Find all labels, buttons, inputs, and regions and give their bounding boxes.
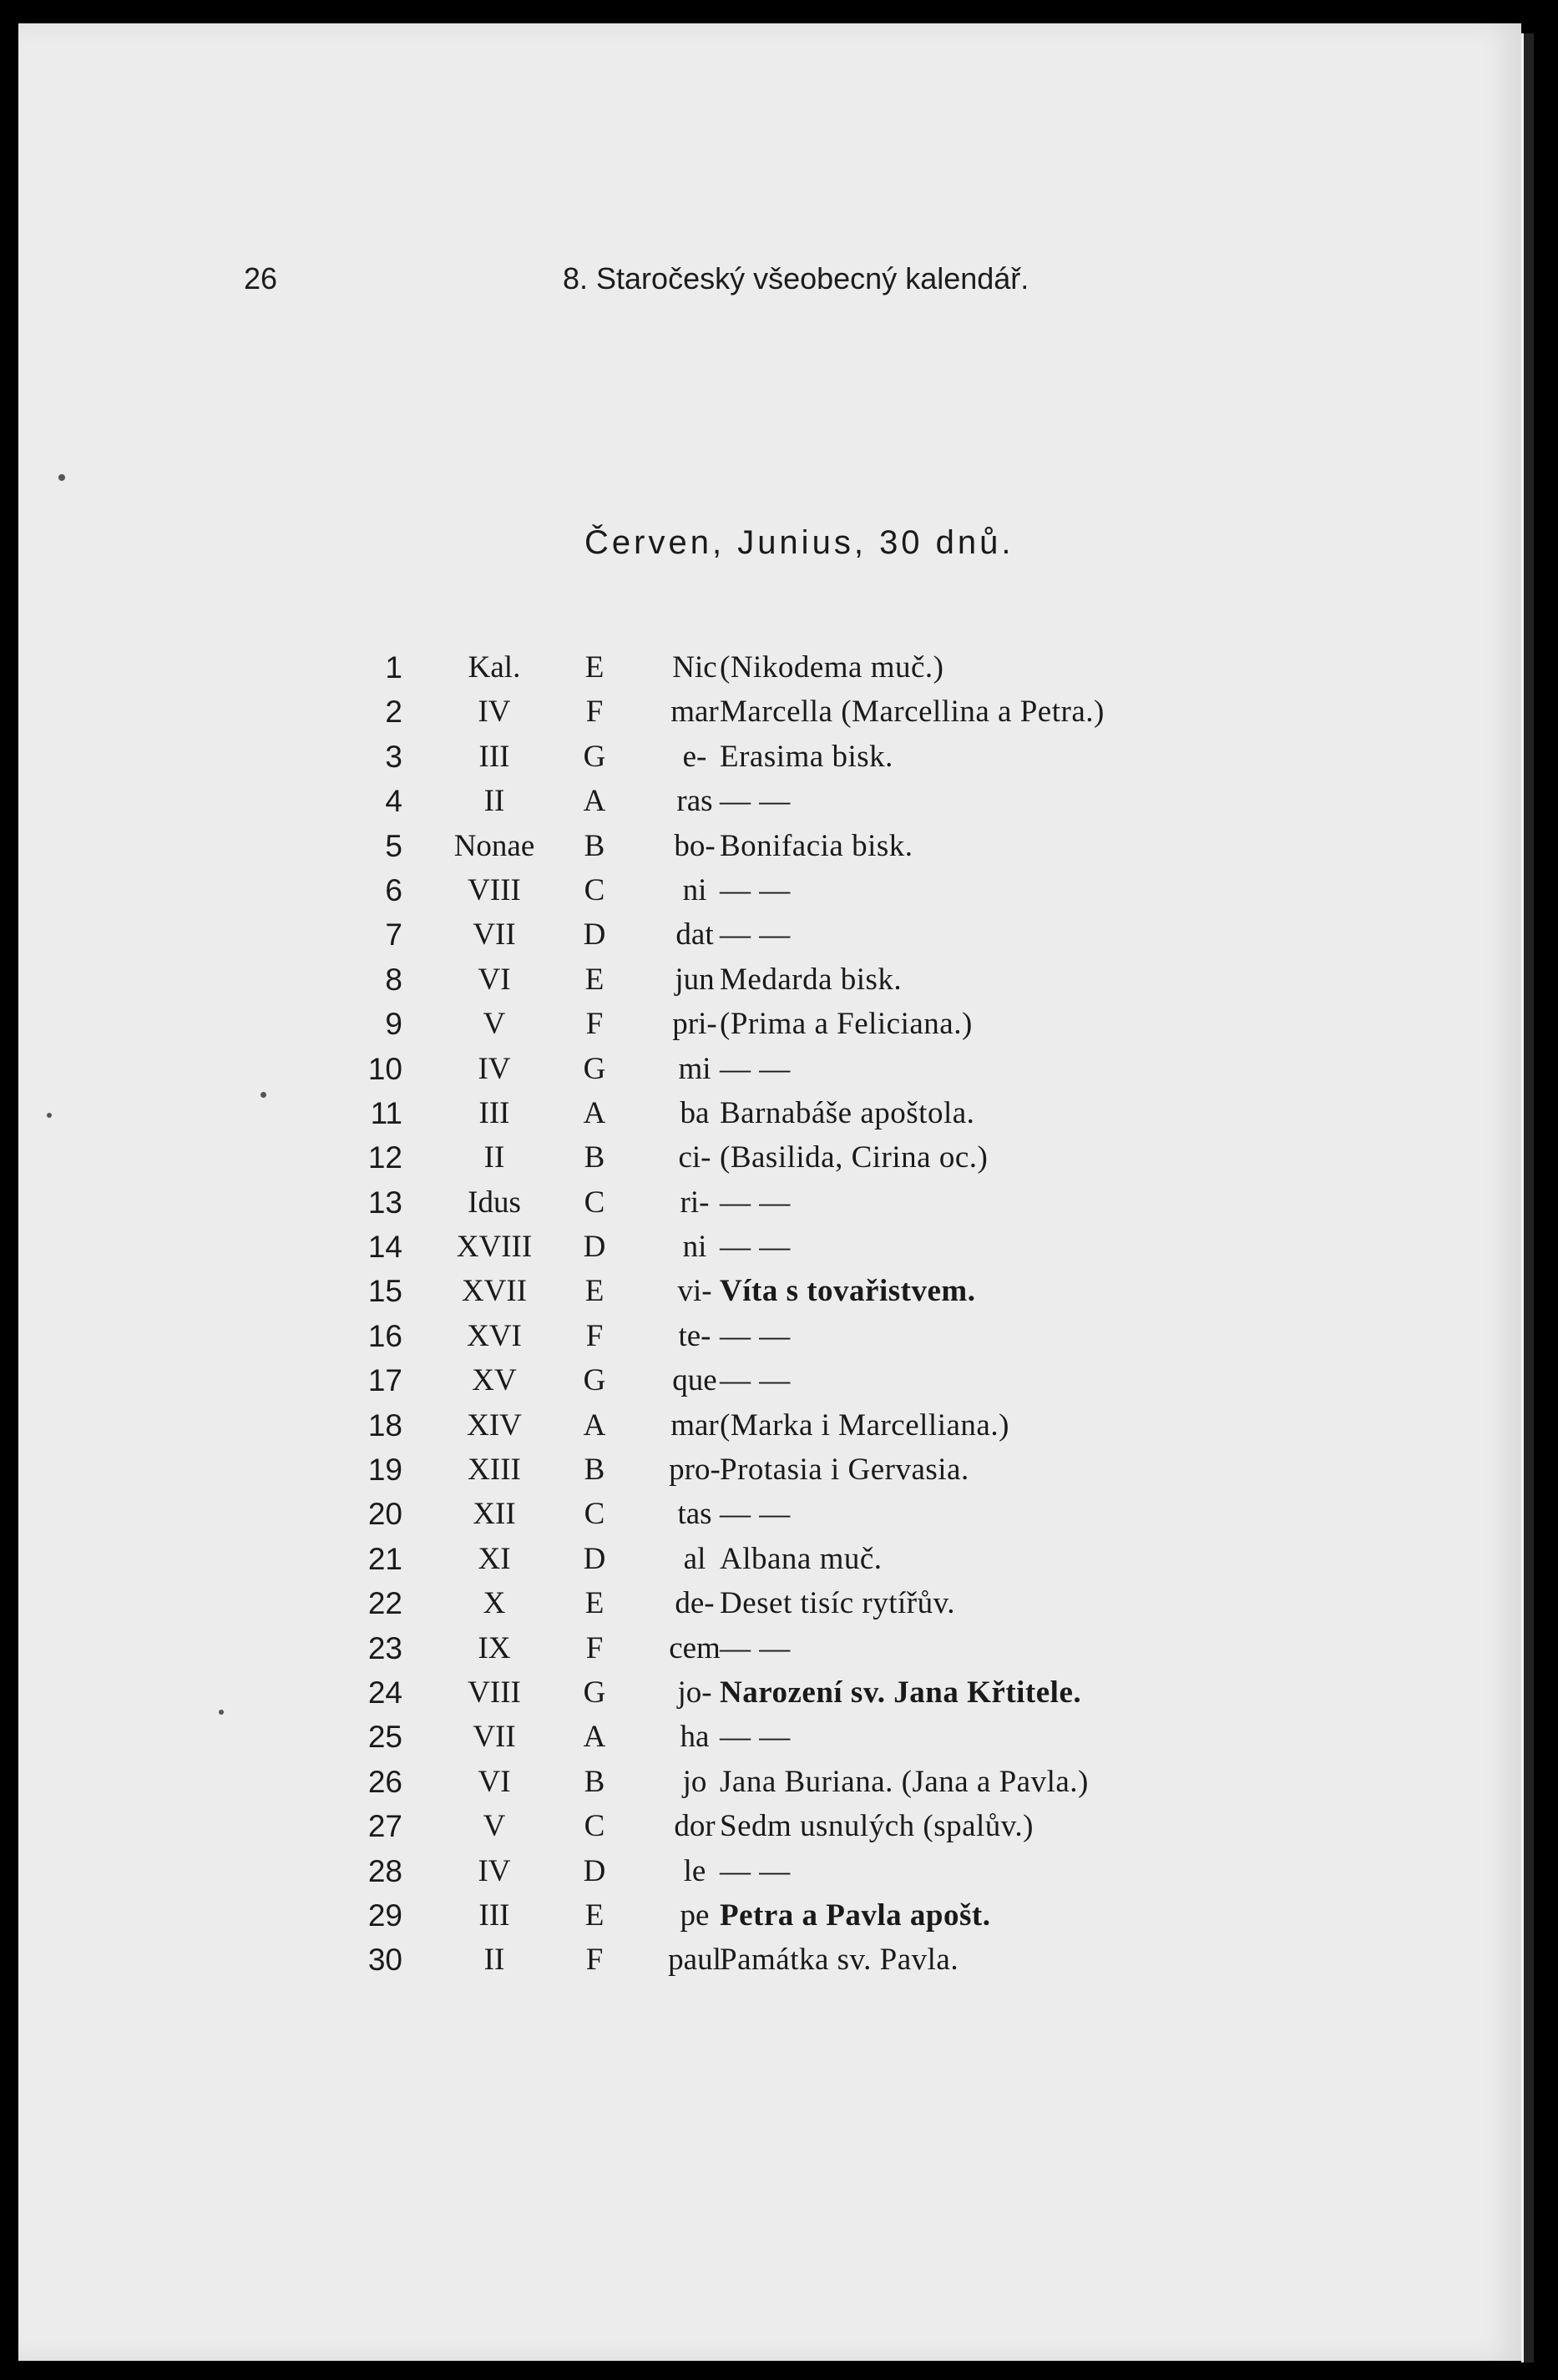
saint-name: — — [720,1630,791,1665]
saint-name: (Nikodema muč.) [720,650,944,685]
saint-name: Marcella (Marcellina a Petra.) [720,695,1105,730]
calendar-row [344,1626,1246,1670]
cisiojanus-syllable: ba [680,1095,710,1130]
dominical-letter: A [583,1095,606,1130]
dominical-letter: F [585,695,604,730]
roman-date: III [478,1897,510,1933]
day-number: 16 [367,1318,402,1353]
calendar-row [344,1403,1246,1448]
calendar-row [344,645,1246,690]
cisiojanus-syllable: le [683,1853,706,1888]
day-number: 24 [367,1675,402,1710]
cisiojanus-syllable: e- [682,739,707,774]
cisiojanus-syllable: mar [670,1407,719,1443]
calendar-row [344,1358,1246,1402]
month-heading [584,524,1014,562]
cisiojanus-syllable: ni [682,1230,707,1265]
saint-name: — — [720,1318,791,1353]
day-number: 26 [367,1764,402,1799]
dominical-letter: E [584,962,604,997]
dominical-letter: C [584,1809,605,1844]
cisiojanus-syllable: tas [677,1497,712,1532]
calendar-row [344,1314,1246,1358]
day-number: 15 [367,1274,402,1309]
page-number: 26 [244,261,278,296]
dominical-letter: G [583,1363,606,1398]
roman-date: XV [472,1363,517,1398]
saint-name: — — [720,1185,791,1220]
cisiojanus-syllable: jun [675,962,715,997]
calendar-row [344,1091,1246,1135]
cisiojanus-syllable: ri- [680,1185,710,1220]
day-number: 10 [367,1051,402,1086]
day-number: 1 [385,650,402,685]
roman-date: III [478,739,510,774]
day-number: 19 [367,1453,402,1488]
dominical-letter: E [584,650,604,685]
dominical-letter: E [584,1586,604,1621]
month-latin-name: Junius, [737,524,867,561]
roman-date: Idus [468,1185,521,1220]
cisiojanus-syllable: ras [676,784,713,819]
roman-date: XVIII [456,1230,533,1265]
dominical-letter: G [583,1675,606,1710]
day-number: 17 [367,1363,402,1398]
saint-name: — — [720,1497,791,1532]
dominical-letter: B [584,1453,605,1488]
saint-name: Deset tisíc rytířův. [720,1586,955,1621]
day-number: 3 [385,739,402,774]
day-number: 2 [385,695,402,730]
day-number: 14 [367,1230,402,1265]
cisiojanus-syllable: ci- [678,1140,711,1175]
cisiojanus-syllable: ni [682,872,707,907]
dominical-letter: A [583,1407,606,1443]
day-number: 5 [385,828,402,863]
book-page [18,23,1521,2361]
cisiojanus-syllable: pe [680,1897,710,1933]
cisiojanus-syllable: ha [680,1720,710,1755]
cisiojanus-syllable: cem [669,1630,721,1665]
day-number: 18 [367,1407,402,1443]
calendar-row [344,1002,1246,1046]
calendar-row [344,1180,1246,1225]
day-number: 27 [367,1809,402,1844]
calendar-row [344,1269,1246,1313]
dominical-letter: A [583,784,606,819]
dominical-letter: B [584,828,605,863]
roman-date: IX [478,1630,511,1665]
calendar-row [344,1135,1246,1180]
saint-name: — — [720,917,791,953]
cisiojanus-syllable: al [683,1541,706,1576]
saint-name: Medarda bisk. [720,962,903,997]
dominical-letter: F [585,1318,604,1353]
day-number: 11 [370,1095,402,1130]
day-number: 9 [385,1007,402,1042]
cisiojanus-syllable: mi [678,1051,711,1086]
saint-name: — — [720,1853,791,1888]
paper-speck [261,1092,266,1098]
roman-date: X [483,1586,506,1621]
calendar-table [344,645,1246,1983]
saint-name: Petra a Pavla apošt. [720,1897,991,1933]
saint-name: — — [720,1363,791,1398]
cisiojanus-syllable: mar [670,695,719,730]
paper-speck [47,1113,52,1118]
paper-speck [58,474,65,481]
dominical-letter: B [584,1140,605,1175]
calendar-row [344,1537,1246,1581]
saint-name: Víta s tovařistvem. [720,1274,976,1309]
calendar-row [344,1804,1246,1848]
cisiojanus-syllable: vi- [677,1274,712,1309]
calendar-row [344,1938,1246,1982]
running-title: 8. Staročeský všeobecný kalendář. [563,261,1029,296]
dominical-letter: D [583,1853,606,1888]
roman-date: VIII [468,1675,521,1710]
day-number: 29 [367,1897,402,1933]
cisiojanus-syllable: dor [674,1809,716,1844]
saint-name: — — [720,1720,791,1755]
day-number: 4 [385,784,402,819]
roman-date: XII [473,1497,516,1532]
day-number: 25 [367,1720,402,1755]
calendar-row [344,1225,1246,1269]
roman-date: II [483,1943,505,1978]
calendar-row [344,1715,1246,1759]
dominical-letter: A [583,1720,606,1755]
dominical-letter: E [584,1897,604,1933]
calendar-row [344,912,1246,957]
calendar-row [344,1670,1246,1715]
calendar-row [344,1448,1246,1492]
roman-date: XI [478,1541,511,1576]
dominical-letter: F [585,1943,604,1978]
saint-name: (Prima a Feliciana.) [720,1007,973,1042]
day-number: 22 [367,1586,402,1621]
roman-date: VI [478,962,511,997]
cisiojanus-syllable: Nic [672,650,717,685]
dominical-letter: F [585,1007,604,1042]
saint-name: Barnabáše apoštola. [720,1095,975,1130]
day-number: 30 [367,1943,402,1978]
roman-date: VIII [468,872,521,907]
saint-name: — — [720,1051,791,1086]
dominical-letter: G [583,1051,606,1086]
saint-name: (Marka i Marcelliana.) [720,1407,1009,1443]
page-edge [1521,33,1534,2362]
calendar-row [344,1047,1246,1091]
dominical-letter: F [585,1630,604,1665]
dominical-letter: B [584,1764,605,1799]
roman-date: V [483,1809,506,1844]
saint-name: Bonifacia bisk. [720,828,913,863]
calendar-row [344,779,1246,823]
roman-date: II [483,784,505,819]
roman-date: Nonae [453,828,535,863]
day-number: 12 [367,1140,402,1175]
calendar-row [344,1849,1246,1893]
dominical-letter: D [583,1541,606,1576]
day-number: 20 [367,1497,402,1532]
roman-date: VII [473,1720,516,1755]
month-day-count: 30 dnů. [879,524,1014,561]
saint-name: Erasima bisk. [720,739,893,774]
roman-date: II [483,1140,505,1175]
roman-date: XIII [468,1453,521,1488]
month-name: Červen, [584,524,726,561]
dominical-letter: G [583,739,606,774]
day-number: 8 [385,962,402,997]
day-number: 28 [367,1853,402,1888]
roman-date: IV [478,695,511,730]
cisiojanus-syllable: pri- [672,1007,717,1042]
dominical-letter: C [584,1185,605,1220]
day-number: 13 [367,1185,402,1220]
day-number: 7 [385,917,402,953]
cisiojanus-syllable: paul [668,1943,721,1978]
cisiojanus-syllable: te- [678,1318,711,1353]
saint-name: Narození sv. Jana Křtitele. [720,1675,1082,1710]
cisiojanus-syllable: dat [675,917,714,953]
calendar-row [344,824,1246,868]
roman-date: V [483,1007,506,1042]
calendar-row [344,958,1246,1002]
roman-date: Kal. [468,650,521,685]
roman-date: III [478,1095,510,1130]
roman-date: VI [478,1764,511,1799]
cisiojanus-syllable: jo- [677,1675,712,1710]
dominical-letter: C [584,1497,605,1532]
page-header [18,261,1104,303]
roman-date: XVII [461,1274,528,1309]
saint-name: — — [720,872,791,907]
saint-name: Protasia i Gervasia. [720,1453,969,1488]
day-number: 6 [385,872,402,907]
cisiojanus-syllable: jo [682,1764,707,1799]
calendar-row [344,1893,1246,1938]
cisiojanus-syllable: pro- [669,1453,721,1488]
saint-name: Sedm usnulých (spalův.) [720,1809,1034,1844]
calendar-row [344,735,1246,779]
saint-name: — — [720,1230,791,1265]
roman-date: VII [473,917,516,953]
calendar-row [344,1581,1246,1625]
saint-name: Jana Buriana. (Jana a Pavla.) [720,1764,1089,1799]
dominical-letter: E [584,1274,604,1309]
calendar-row [344,690,1246,734]
saint-name: — — [720,784,791,819]
saint-name: Památka sv. Pavla. [720,1943,959,1978]
cisiojanus-syllable: bo- [674,828,716,863]
dominical-letter: D [583,917,606,953]
day-number: 21 [367,1541,402,1576]
dominical-letter: D [583,1230,606,1265]
cisiojanus-syllable: de- [675,1586,715,1621]
saint-name: (Basilida, Cirina oc.) [720,1140,989,1175]
roman-date: IV [478,1853,511,1888]
roman-date: XIV [467,1407,522,1443]
calendar-row [344,868,1246,912]
day-number: 23 [367,1630,402,1665]
dominical-letter: C [584,872,605,907]
cisiojanus-syllable: que [672,1363,717,1398]
roman-date: XVI [467,1318,522,1353]
calendar-row [344,1760,1246,1804]
calendar-row [344,1492,1246,1536]
saint-name: Albana muč. [720,1541,883,1576]
roman-date: IV [478,1051,511,1086]
paper-speck [219,1710,224,1715]
